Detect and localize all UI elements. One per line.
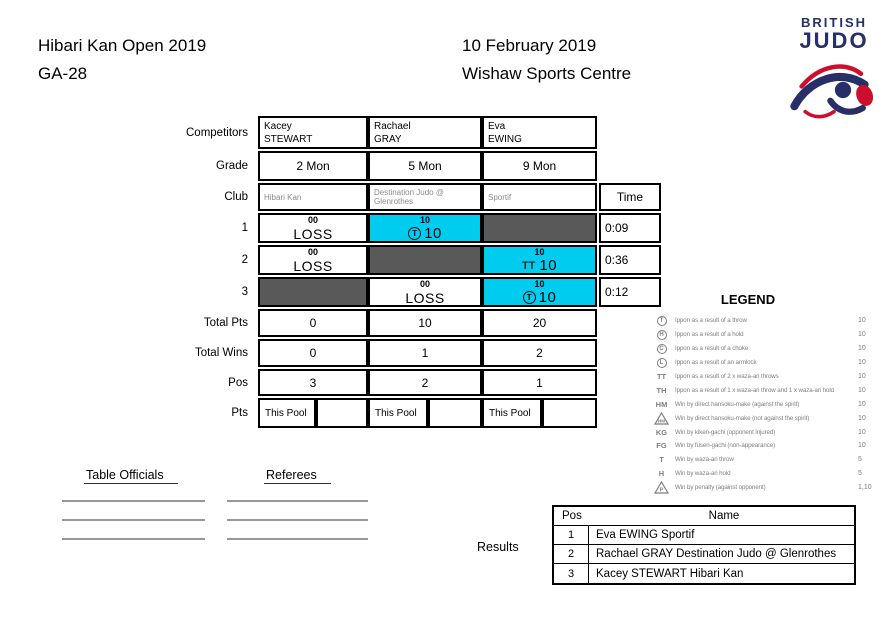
- row-label-grade: Grade: [216, 160, 248, 172]
- legend-item: [648, 453, 890, 467]
- match-result-text: LOSS: [293, 225, 333, 242]
- legend-description: Win by fusen-gachi (non-appearance): [675, 442, 776, 450]
- pool-row: [160, 245, 661, 275]
- legend-item: [648, 383, 890, 397]
- legend-value: 10: [858, 428, 866, 436]
- result-name: Eva EWING Sportif: [596, 529, 695, 541]
- match-cell-blocked: [482, 213, 597, 243]
- pool-row: [160, 183, 661, 211]
- match-time-cell: 0:12: [599, 277, 661, 307]
- legend-symbol-plain: [648, 428, 675, 437]
- pts-value-cell: [316, 398, 369, 428]
- pool-row: [160, 277, 661, 307]
- legend-value: 10: [858, 317, 866, 325]
- pts-cell-group: [258, 398, 368, 428]
- pool-table: [160, 116, 661, 430]
- signature-line: [227, 538, 368, 540]
- club-cell: Destination Judo @ Glenrothes: [368, 183, 482, 211]
- legend-description: Ippon as a result of an armlock: [675, 359, 757, 367]
- competitor-first-name: Rachael: [374, 121, 411, 132]
- pool-position-cell: 3: [258, 369, 368, 396]
- legend-symbol-plain: [648, 441, 675, 450]
- pool-row: [160, 151, 661, 181]
- match-result-text: [370, 226, 480, 241]
- signature-line: [227, 500, 368, 502]
- pool-row: [160, 339, 661, 367]
- pts-value-cell: [428, 398, 483, 428]
- this-pool-label: This Pool: [482, 398, 542, 428]
- competitor-surname: EWING: [488, 134, 522, 145]
- match-cell-loss: [368, 277, 482, 307]
- competitor-cell: [368, 116, 482, 149]
- grade-cell: 5 Mon: [368, 151, 482, 181]
- win-points: 10: [424, 224, 442, 242]
- legend-item: [648, 314, 890, 328]
- match-score-top: 10: [534, 247, 545, 257]
- match-score-top: 00: [419, 279, 430, 289]
- legend-title: LEGEND: [720, 292, 776, 307]
- match-cell-blocked: [258, 277, 368, 307]
- row-label-pos: Pos: [228, 376, 248, 389]
- legend-symbol-plain: [648, 469, 675, 478]
- results-header: [554, 507, 854, 526]
- row-label-competitors: Competitors: [186, 126, 248, 139]
- legend-description: Win by waza-ari hold: [675, 470, 731, 478]
- this-pool-label: This Pool: [368, 398, 428, 428]
- competitor-surname: STEWART: [264, 134, 313, 145]
- total-pts-cell: 0: [258, 309, 368, 337]
- legend-code-label: KG: [655, 427, 668, 437]
- svg-text:P: P: [659, 487, 664, 494]
- legend-description: Ippon as a result of 2 x waza-ari throws: [675, 373, 779, 380]
- table-officials-heading: Table Officials: [84, 468, 178, 484]
- legend-symbol-plain: [648, 455, 675, 464]
- signature-line: [62, 519, 205, 521]
- legend-code-label: HM: [655, 399, 668, 409]
- pool-position-cell: 1: [482, 369, 597, 396]
- legend-triangle-icon: [654, 481, 669, 494]
- match-score-top: 00: [307, 247, 318, 257]
- results-rows: [554, 526, 854, 583]
- row-label-pts: Pts: [231, 407, 248, 419]
- legend-symbol-circle: [648, 344, 675, 354]
- competitor-cell: [482, 116, 597, 149]
- signature-line: [62, 538, 205, 540]
- pool-row: [160, 213, 661, 243]
- legend-symbol-circle: [648, 316, 675, 326]
- pts-cell-group: [368, 398, 482, 428]
- legend-value: 10: [858, 400, 866, 408]
- match-cell-win: [482, 245, 597, 275]
- signature-line: [227, 519, 368, 521]
- header-center: [462, 32, 631, 88]
- pool-row: [160, 369, 661, 396]
- legend-description: Ippon as a result of a throw: [675, 317, 747, 325]
- total-wins-cell: 2: [482, 339, 597, 367]
- legend-item: [648, 397, 890, 411]
- legend-code-label: TT: [656, 372, 667, 381]
- row-label-total-wins: Total Wins: [194, 347, 248, 359]
- legend-value: 5: [858, 470, 862, 478]
- match-cell-win: [368, 213, 482, 243]
- legend-items: [648, 314, 890, 495]
- legend-value: 10: [858, 442, 866, 450]
- match-result-text: LOSS: [405, 289, 445, 306]
- time-column-header: Time: [599, 183, 661, 211]
- legend-item: [648, 467, 890, 481]
- legend-code-label: TH: [656, 385, 667, 395]
- pool-code: GA-28: [38, 64, 88, 83]
- match-result-text: LOSS: [293, 257, 333, 274]
- win-symbol-plain: TT: [521, 259, 536, 272]
- competitor-first-name: Kacey: [264, 121, 292, 132]
- legend-item: [648, 328, 890, 342]
- legend-value: 5: [858, 456, 862, 464]
- legend-description: Win by direct hansoku-make (not against the spirit): [675, 414, 810, 422]
- pool-row: [160, 116, 661, 149]
- legend-description: Win by direct hansoku-make (against the spirit): [675, 400, 800, 408]
- signature-line: [62, 500, 205, 502]
- legend-description: Ippon as a result of a choke: [675, 345, 749, 353]
- legend-item: [648, 425, 890, 439]
- legend-circle-icon: T: [657, 316, 667, 326]
- logo-text-judo: JUDO: [799, 28, 869, 53]
- result-row: [554, 526, 854, 545]
- result-name: Rachael GRAY Destination Judo @ Glenrothes: [596, 548, 837, 560]
- competitor-cell: [258, 116, 368, 149]
- row-label-club: Club: [224, 191, 248, 203]
- legend-symbol-circle: [648, 330, 675, 340]
- judo-figure-icon: [788, 54, 880, 126]
- grade-cell: 9 Mon: [482, 151, 597, 181]
- legend-triangle-icon: [654, 412, 669, 425]
- match-cell-win: [482, 277, 597, 307]
- legend-circle-icon: H: [657, 330, 667, 340]
- british-judo-logo: [784, 16, 884, 126]
- this-pool-label: This Pool: [258, 398, 316, 428]
- legend-item: [648, 370, 890, 384]
- legend: [648, 292, 890, 495]
- legend-code-label: H: [658, 469, 665, 479]
- match-result-text: [484, 258, 595, 273]
- legend-symbol-triangle: [648, 481, 675, 494]
- win-points: 10: [539, 256, 558, 274]
- competitor-first-name: Eva: [488, 121, 506, 132]
- legend-description: Win by kiken-gachi (opponent injured): [675, 428, 776, 436]
- match-time-cell: 0:36: [599, 245, 661, 275]
- referees-heading: Referees: [264, 468, 331, 484]
- event-title: Hibari Kan Open 2019: [38, 36, 207, 55]
- grade-cell: 2 Mon: [258, 151, 368, 181]
- legend-value: 10: [858, 345, 866, 353]
- legend-description: Ippon as a result of a hold: [675, 331, 744, 339]
- legend-code-label: T: [659, 455, 664, 465]
- match-result-text: [484, 290, 595, 305]
- match-number-label: 1: [241, 222, 248, 234]
- match-number-label: 3: [241, 286, 248, 298]
- result-name: Kacey STEWART Hibari Kan: [596, 567, 744, 580]
- legend-item: [648, 439, 890, 453]
- legend-circle-icon: C: [657, 344, 667, 354]
- legend-item: [648, 342, 890, 356]
- legend-symbol-circle: [648, 358, 675, 368]
- result-position: 3: [554, 564, 589, 583]
- legend-circle-icon: L: [657, 358, 667, 368]
- competitor-surname: GRAY: [374, 134, 402, 145]
- header-left: [38, 32, 206, 88]
- legend-description: Win by waza-ari throw: [675, 456, 734, 464]
- match-cell-blocked: [368, 245, 482, 275]
- legend-description: Win by penalty (against opponent): [675, 484, 766, 492]
- result-position: 2: [554, 545, 589, 563]
- legend-value: 10: [858, 373, 866, 380]
- total-pts-cell: 10: [368, 309, 482, 337]
- legend-value: 10: [858, 386, 866, 394]
- result-row: [554, 564, 854, 583]
- club-cell: Sportif: [482, 183, 597, 211]
- pool-position-cell: 2: [368, 369, 482, 396]
- match-score-top: 00: [307, 215, 318, 225]
- match-number-label: 2: [241, 254, 248, 266]
- legend-value: 10: [858, 331, 866, 339]
- pool-row: [160, 398, 661, 428]
- event-venue: Wishaw Sports Centre: [462, 64, 632, 83]
- result-position: 1: [554, 526, 589, 544]
- legend-value: 10: [858, 359, 866, 367]
- total-pts-cell: 20: [482, 309, 597, 337]
- total-wins-cell: 1: [368, 339, 482, 367]
- win-symbol-circle: T: [408, 227, 421, 240]
- win-symbol-circle: T: [523, 291, 536, 304]
- legend-description: Ippon as a result of 1 x waza-ari throw and 1 x waza-ari hold: [675, 386, 834, 394]
- legend-value: 10: [858, 414, 866, 422]
- result-row: [554, 545, 854, 564]
- pts-value-cell: [542, 398, 597, 428]
- row-label-total-pts: Total Pts: [203, 317, 248, 329]
- logo-text-british: BRITISH: [801, 15, 867, 30]
- legend-value: 1,10: [858, 484, 872, 492]
- match-cell-loss: [258, 213, 368, 243]
- legend-code-label: FG: [656, 441, 667, 451]
- legend-item: [648, 356, 890, 370]
- win-points: 10: [538, 288, 557, 306]
- legend-item: [648, 481, 890, 495]
- event-date: 10 February 2019: [462, 36, 597, 55]
- pts-cell-group: [482, 398, 597, 428]
- results-table: [552, 505, 856, 585]
- match-cell-loss: [258, 245, 368, 275]
- total-wins-cell: 0: [258, 339, 368, 367]
- match-score-top: 10: [534, 279, 545, 289]
- results-caption: Results: [477, 540, 519, 554]
- legend-symbol-plain: [648, 386, 675, 395]
- match-time-cell: 0:09: [599, 213, 661, 243]
- results-header-name: Name: [708, 510, 740, 522]
- legend-symbol-plain: [648, 372, 675, 381]
- legend-symbol-triangle: [648, 412, 675, 425]
- legend-item: [648, 411, 890, 425]
- results-header-pos: Pos: [562, 510, 582, 522]
- match-score-top: 10: [419, 215, 430, 225]
- pool-row: [160, 309, 661, 337]
- legend-symbol-plain: [648, 400, 675, 409]
- club-cell: Hibari Kan: [258, 183, 368, 211]
- svg-text:HM: HM: [658, 418, 665, 424]
